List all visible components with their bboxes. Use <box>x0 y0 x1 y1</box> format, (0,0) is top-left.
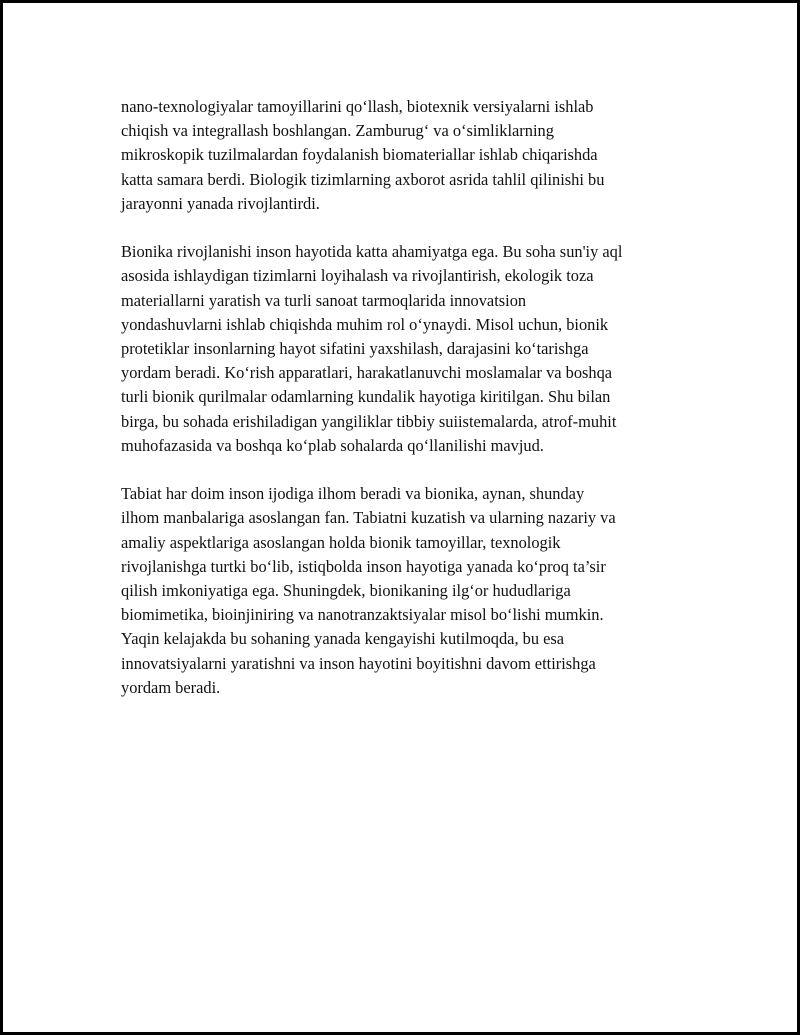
text-line: rivojlanishga turtki bo‘lib, istiqbolda inson hayotiga yanada ko‘proq ta’sir <box>121 556 606 576</box>
text-line: chiqish va integrallash boshlangan. Zamburug‘ va o‘simliklarning <box>121 121 554 141</box>
text-line: amaliy aspektlariga asoslangan holda bionik tamoyillar, texnologik <box>121 532 561 552</box>
text-line: mikroskopik tuzilmalardan foydalanish biomateriallar ishlab chiqarishda <box>121 145 598 165</box>
paragraph-1 <box>121 95 711 216</box>
text-line: qilish imkoniyatiga ega. Shuningdek, bionikaning ilg‘or hududlariga <box>121 581 571 601</box>
text-line: yondashuvlarni ishlab chiqishda muhim rol o‘ynaydi. Misol uchun, bionik <box>121 314 609 334</box>
text-line: katta samara berdi. Biologik tizimlarning axborot asrida tahlil qilinishi bu <box>121 169 605 189</box>
text-line: ilhom manbalariga asoslangan fan. Tabiatni kuzatish va ularning nazariy va <box>121 508 616 528</box>
text-line: materiallarni yaratish va turli sanoat tarmoqlarida innovatsion <box>121 290 527 310</box>
text-line: protetiklar insonlarning hayot sifatini yaxshilash, darajasini ko‘tarishga <box>121 339 589 359</box>
text-line: asosida ishlaydigan tizimlarni loyihalash va rivojlantirish, ekologik toza <box>121 266 594 286</box>
text-line: yordam beradi. <box>121 677 221 697</box>
text-line: birga, bu sohada erishiladigan yangiliklar tibbiy suiistemalarda, atrof-muhit <box>121 411 617 431</box>
text-line: Bionika rivojlanishi inson hayotida katta ahamiyatga ega. Bu soha sun'iy aql <box>121 242 623 262</box>
text-line: biomimetika, bioinjiniring va nanotranzaktsiyalar misol bo‘lishi mumkin. <box>121 605 604 625</box>
text-line: innovatsiyalarni yaratishni va inson hayotini boyitishni davom ettirishga <box>121 653 596 673</box>
document-body <box>121 95 711 724</box>
text-line: Yaqin kelajakda bu sohaning yanada kengayishi kutilmoqda, bu esa <box>121 629 565 649</box>
paragraph-2 <box>121 240 711 458</box>
paragraph-3 <box>121 482 711 700</box>
text-line: Tabiat har doim inson ijodiga ilhom beradi va bionika, aynan, shunday <box>121 484 585 504</box>
text-line: muhofazasida va boshqa ko‘plab sohalarda qo‘llanilishi mavjud. <box>121 435 544 455</box>
text-line: yordam beradi. Ko‘rish apparatlari, harakatlanuvchi moslamalar va boshqa <box>121 363 613 383</box>
text-line: jarayonni yanada rivojlantirdi. <box>121 193 320 213</box>
text-line: turli bionik qurilmalar odamlarning kundalik hayotiga kiritilgan. Shu bilan <box>121 387 611 407</box>
text-line: nano-texnologiyalar tamoyillarini qo‘llash, biotexnik versiyalarni ishlab <box>121 97 594 116</box>
